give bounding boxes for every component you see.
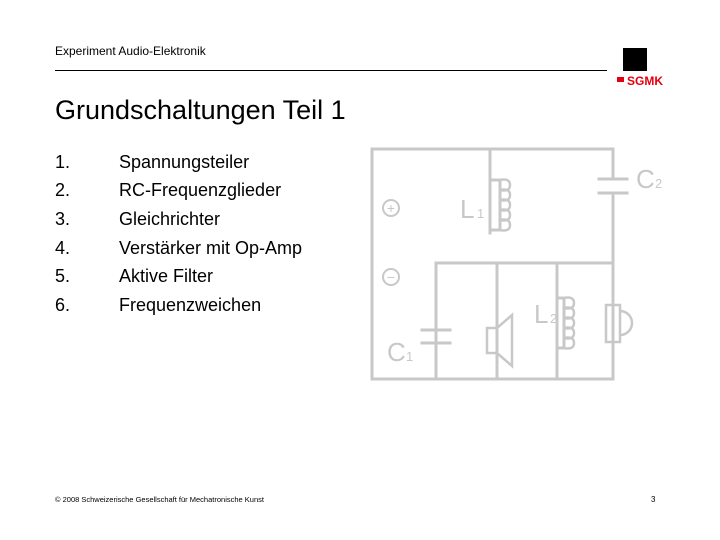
list-item [55,291,375,320]
c1-label: C [387,337,406,367]
minus-terminal [383,269,399,285]
buzzer-symbol [606,305,632,342]
logo-red-mark [617,77,624,82]
c1-subscript: 1 [406,349,414,364]
header-rule [55,70,607,71]
l1-label: L [460,194,475,224]
item-number: 2. [55,180,71,201]
header-title: Experiment Audio-Elektronik [55,44,206,58]
minus-sign: − [386,269,396,285]
plus-sign: + [386,200,396,216]
list-item [55,177,375,206]
plus-terminal [383,200,399,216]
speaker-symbol [487,315,512,366]
list-item [55,234,375,263]
slide-title: Grundschaltungen Teil 1 [55,95,346,125]
c2-label: C [636,164,655,194]
item-label: RC-Frequenzglieder [119,180,282,201]
l1-subscript: 1 [477,206,485,221]
l2-coil [557,298,574,349]
logo-text: SGMK [627,74,663,88]
l2-label: L [534,299,549,329]
footer-copyright: © 2008 Schweizerische Gesellschaft für Mechatronische Kunst [55,495,264,504]
item-label: Gleichrichter [119,208,221,229]
list-item [55,262,375,291]
item-number: 6. [55,294,71,315]
page-number: 3 [651,495,656,504]
circuit-diagram [366,143,676,388]
item-number: 4. [55,237,71,258]
item-label: Verstärker mit Op-Amp [119,237,303,258]
item-number: 5. [55,266,71,287]
list-item [55,205,375,234]
l1-coil [500,180,510,231]
item-label: Frequenzweichen [119,294,262,315]
topic-list [55,148,375,320]
item-number: 3. [55,208,71,229]
list-item [55,148,375,177]
item-label: Spannungsteiler [119,151,250,172]
item-number: 1. [55,151,71,172]
l2-subscript: 2 [550,311,558,326]
logo-square [623,48,647,71]
item-label: Aktive Filter [119,266,214,287]
c2-subscript: 2 [655,176,663,191]
